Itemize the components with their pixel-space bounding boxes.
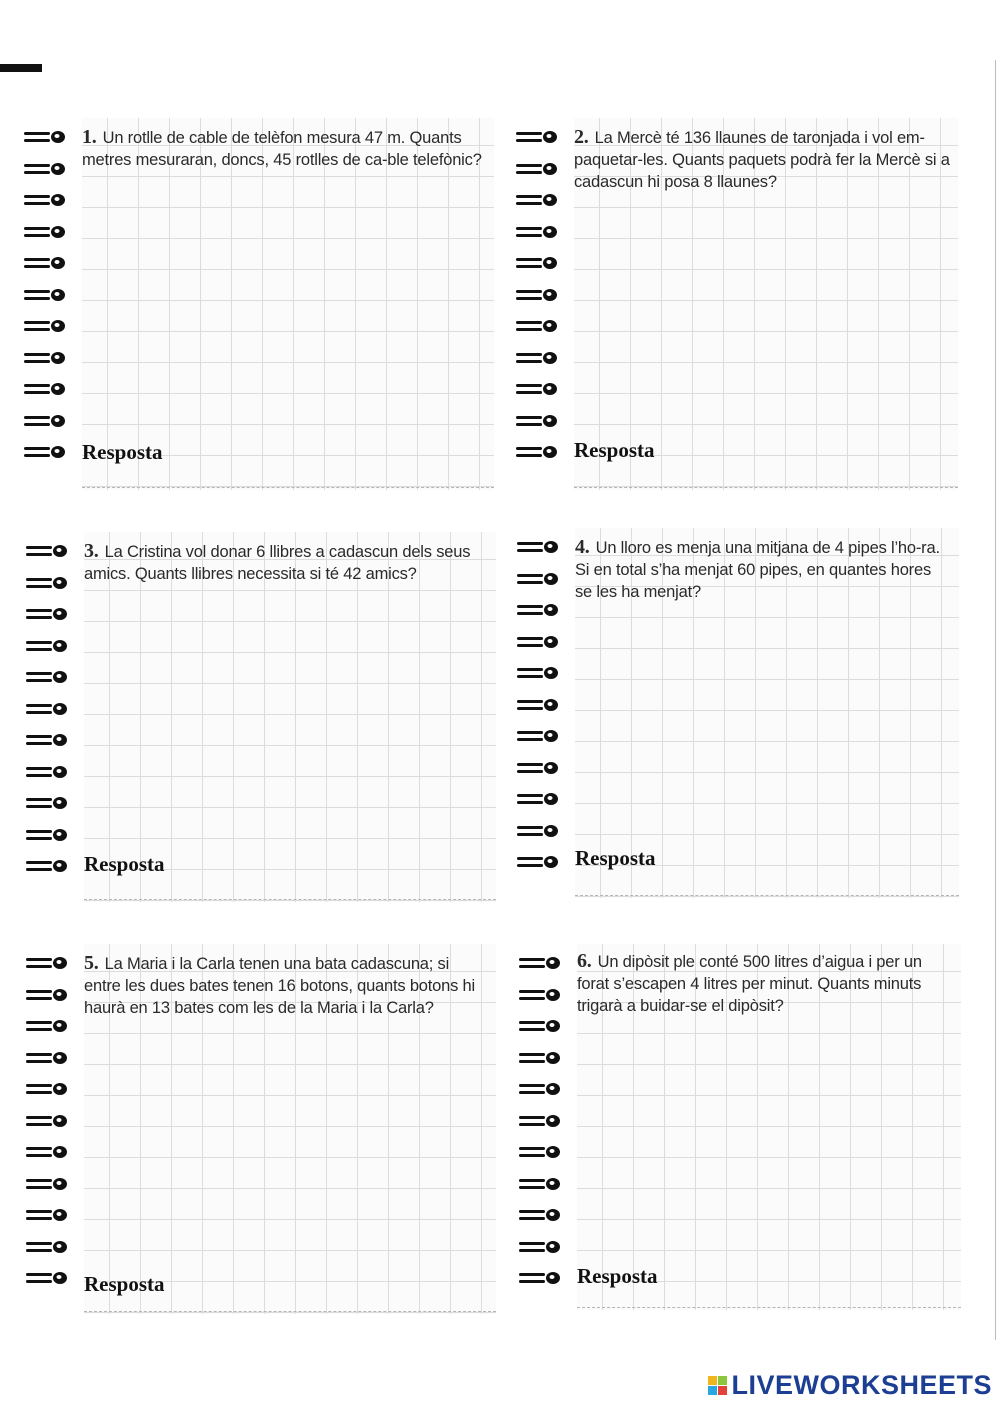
top-edge-mark [0, 64, 42, 72]
spiral-ring-icon [517, 1271, 563, 1285]
problem-card-2 [574, 118, 958, 490]
spiral-ring-icon [24, 544, 70, 558]
problem-text: La Mercè té 136 llaunes de taronjada i vol em-paquetar-les. Quants paquets podrà fer la Mercè si a cadascun hi posa 8 llaunes? [574, 129, 950, 191]
spiral-ring-icon [22, 351, 68, 365]
liveworksheets-logo [708, 1370, 992, 1401]
problem-statement [84, 952, 488, 1019]
spiral-ring-icon [514, 130, 560, 144]
spiral-ring-icon [514, 445, 560, 459]
spiral-ring-icon [514, 382, 560, 396]
spiral-ring-icon [517, 1082, 563, 1096]
spiral-ring-icon [22, 445, 68, 459]
spiral-ring-icon [22, 288, 68, 302]
spiral-ring-icon [514, 193, 560, 207]
spiral-ring-icon [24, 702, 70, 716]
logo-mark-icon [708, 1376, 727, 1395]
spiral-ring-icon [515, 729, 561, 743]
spiral-ring-icon [514, 288, 560, 302]
spiral-ring-icon [515, 666, 561, 680]
card-bottom-edge [575, 895, 959, 898]
spiral-ring-icon [515, 572, 561, 586]
spiral-ring-icon [515, 635, 561, 649]
problem-number: 2. [574, 126, 589, 148]
answer-label: Resposta [84, 1272, 165, 1296]
spiral-ring-icon [515, 761, 561, 775]
card-bottom-edge [82, 487, 494, 490]
card-bottom-edge [84, 899, 496, 902]
spiral-ring-icon [517, 1240, 563, 1254]
problem-card-3 [84, 532, 496, 902]
spiral-ring-icon [24, 828, 70, 842]
problem-number: 4. [575, 536, 590, 558]
spiral-ring-icon [514, 414, 560, 428]
spiral-ring-icon [24, 607, 70, 621]
spiral-ring-icon [517, 1145, 563, 1159]
card-bottom-edge [84, 1311, 496, 1314]
spiral-ring-icon [24, 1177, 70, 1191]
spiral-ring-icon [22, 256, 68, 270]
spiral-ring-icon [24, 1145, 70, 1159]
spiral-ring-icon [24, 1114, 70, 1128]
spiral-ring-icon [514, 256, 560, 270]
spiral-ring-icon [24, 765, 70, 779]
problem-statement [574, 126, 950, 193]
spiral-ring-icon [515, 698, 561, 712]
spiral-ring-icon [515, 540, 561, 554]
spiral-ring-icon [517, 1208, 563, 1222]
spiral-ring-icon [517, 1051, 563, 1065]
problem-text: Un lloro es menja una mitjana de 4 pipes l’ho-ra. Si en total s’ha menjat 60 pipes, en quantes hores se les ha menjat? [575, 539, 940, 601]
spiral-ring-icon [517, 956, 563, 970]
spiral-ring-icon [22, 162, 68, 176]
spiral-ring-icon [515, 792, 561, 806]
spiral-ring-icon [24, 859, 70, 873]
problem-statement [575, 536, 951, 603]
spiral-ring-icon [517, 1019, 563, 1033]
card-bottom-edge [574, 487, 958, 490]
spiral-ring-icon [24, 1240, 70, 1254]
spiral-ring-icon [24, 670, 70, 684]
problem-number: 1. [82, 126, 97, 148]
spiral-ring-icon [22, 130, 68, 144]
spiral-ring-icon [24, 956, 70, 970]
spiral-ring-icon [514, 162, 560, 176]
spiral-ring-icon [22, 319, 68, 333]
answer-label: Resposta [82, 440, 163, 464]
answer-label: Resposta [575, 846, 656, 870]
spiral-ring-icon [24, 1208, 70, 1222]
right-edge-line [995, 60, 996, 1340]
spiral-ring-icon [517, 1177, 563, 1191]
spiral-ring-icon [24, 576, 70, 590]
spiral-ring-icon [24, 1082, 70, 1096]
problem-statement [82, 126, 486, 171]
problem-number: 5. [84, 952, 99, 974]
problem-text: Un rotlle de cable de telèfon mesura 47 m. Quants metres mesuraran, doncs, 45 rotlles de ca-ble telefònic? [82, 129, 482, 169]
spiral-ring-icon [24, 733, 70, 747]
spiral-ring-icon [22, 382, 68, 396]
spiral-ring-icon [515, 824, 561, 838]
spiral-ring-icon [517, 988, 563, 1002]
spiral-ring-icon [24, 796, 70, 810]
problem-statement [84, 540, 488, 585]
spiral-ring-icon [515, 855, 561, 869]
spiral-ring-icon [514, 225, 560, 239]
problem-text: La Maria i la Carla tenen una bata cadascuna; si entre les dues bates tenen 16 botons, quants botons hi haurà en 13 bates com les de la Maria i la Carla? [84, 955, 475, 1017]
answer-label: Resposta [574, 438, 655, 462]
spiral-ring-icon [24, 1019, 70, 1033]
spiral-ring-icon [24, 639, 70, 653]
problem-card-6 [577, 944, 961, 1310]
spiral-ring-icon [24, 988, 70, 1002]
spiral-ring-icon [24, 1271, 70, 1285]
problem-card-4 [575, 528, 959, 898]
spiral-ring-icon [24, 1051, 70, 1065]
spiral-ring-icon [22, 414, 68, 428]
problem-number: 6. [577, 950, 592, 972]
spiral-ring-icon [514, 351, 560, 365]
spiral-ring-icon [514, 319, 560, 333]
problem-card-5 [84, 944, 496, 1314]
answer-label: Resposta [577, 1264, 658, 1288]
problem-text: Un dipòsit ple conté 500 litres d’aigua i per un forat s’escapen 4 litres per minut. Quants minuts trigarà a buidar-se el dipòsit? [577, 953, 922, 1015]
card-bottom-edge [577, 1307, 961, 1310]
answer-label: Resposta [84, 852, 165, 876]
spiral-ring-icon [22, 193, 68, 207]
problem-text: La Cristina vol donar 6 llibres a cadascun dels seus amics. Quants llibres necessita si té 42 amics? [84, 543, 471, 583]
problem-card-1 [82, 118, 494, 490]
problem-number: 3. [84, 540, 99, 562]
logo-text: LIVEWORKSHEETS [731, 1370, 992, 1400]
problem-statement [577, 950, 953, 1017]
spiral-ring-icon [22, 225, 68, 239]
spiral-ring-icon [517, 1114, 563, 1128]
spiral-ring-icon [515, 603, 561, 617]
